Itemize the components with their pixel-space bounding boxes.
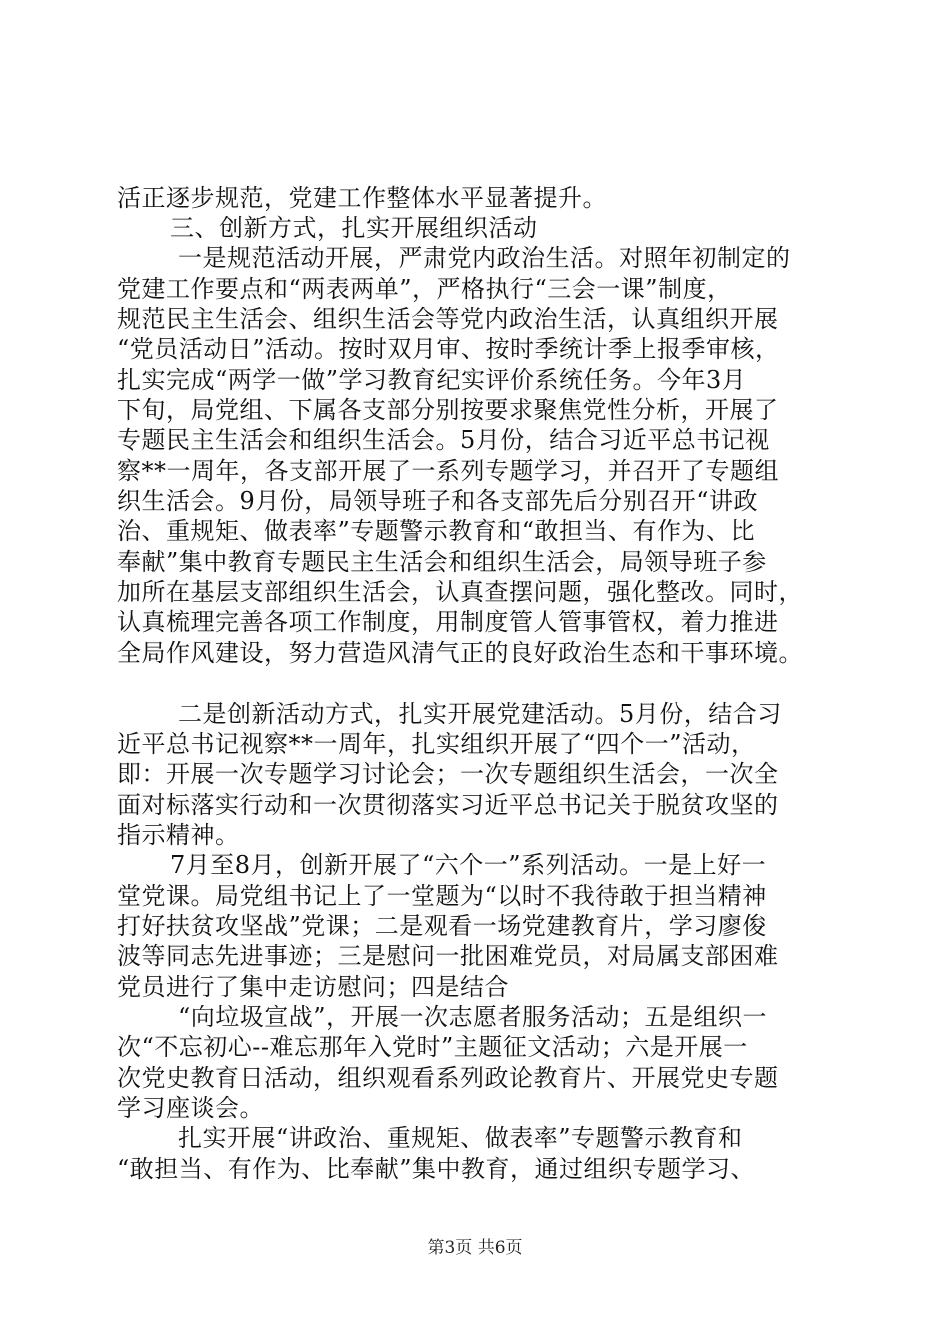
text-line: 活正逐步规范，党建工作整体水平显著提升。: [117, 184, 607, 212]
text-line: “敢担当、有作为、比奉献”集中教育，通过组织专题学习、: [117, 1155, 756, 1183]
text-line: 治、重规矩、做表率”专题警示教育和“敢担当、有作为、比: [117, 517, 756, 545]
text-line: 次党史教育日活动，组织观看系列政论教育片、开展党史专题: [117, 1064, 779, 1092]
text-line: 察**一周年，各支部开展了一系列专题学习，并召开了专题组: [117, 457, 779, 485]
text-line: 指示精神。: [117, 821, 240, 849]
text-line: 全局作风建设，努力营造风清气正的良好政治生态和干事环境。: [117, 639, 803, 667]
text-line: 打好扶贫攻坚战”党课；二是观看一场党建教育片，学习廖俊: [117, 912, 767, 940]
text-line: 堂党课。局党组书记上了一堂题为“以时不我待敢于担当精神: [117, 882, 767, 910]
text-line: 扎实完成“两学一做”学习教育纪实评价系统任务。今年3月: [117, 366, 747, 394]
text-line: 波等同志先进事迹；三是慰问一批困难党员，对局属支部困难: [117, 942, 779, 970]
text-line: 加所在基层支部组织生活会，认真查摆问题，强化整改。同时，: [117, 578, 803, 606]
text-line: 织生活会。9月份，局领导班子和各支部先后分别召开“讲政: [117, 487, 759, 515]
text-line: 党建工作要点和“两表两单”，严格执行“三会一课”制度，: [117, 275, 732, 303]
text-line: 奉献”集中教育专题民主生活会和组织生活会，局领导班子参: [117, 548, 767, 576]
text-line: 次“不忘初心--难忘那年入党时”主题征文活动；六是开展一: [117, 1033, 748, 1061]
text-line: 即：开展一次专题学习讨论会；一次专题组织生活会，一次全: [117, 760, 779, 788]
page-footer: 第3页 共6页: [427, 1238, 523, 1258]
text-line: 一是规范活动开展，严肃党内政治生活。对照年初制定的: [178, 244, 791, 272]
text-line: 近平总书记视察**一周年，扎实组织开展了“四个一”活动，: [117, 730, 756, 758]
text-line: 党员进行了集中走访慰问；四是结合: [117, 973, 509, 1001]
text-line: 规范民主生活会、组织生活会等党内政治生活，认真组织开展: [117, 305, 779, 333]
text-line: “向垃圾宣战”，开展一次志愿者服务活动；五是组织一: [178, 1003, 768, 1031]
text-line: 二是创新活动方式，扎实开展党建活动。5月份，结合习: [178, 700, 782, 728]
text-line: 下旬，局党组、下属各支部分别按要求聚焦党性分析，开展了: [117, 396, 779, 424]
text-line: 学习座谈会。: [117, 1094, 264, 1122]
text-line: 扎实开展“讲政治、重规矩、做表率”专题警示教育和: [178, 1124, 743, 1152]
text-line: 面对标落实行动和一次贯彻落实习近平总书记关于脱贫攻坚的: [117, 791, 779, 819]
text-line: 认真梳理完善各项工作制度，用制度管人管事管权，着力推进: [117, 608, 779, 636]
text-line: 三、创新方式，扎实开展组织活动: [170, 214, 538, 242]
text-line: 7月至8月，创新开展了“六个一”系列活动。一是上好一: [170, 851, 767, 879]
text-line: “党员活动日”活动。按时双月审、按时季统计季上报季审核，: [117, 335, 780, 363]
text-line: 专题民主生活会和组织生活会。5月份，结合习近平总书记视: [117, 426, 770, 454]
